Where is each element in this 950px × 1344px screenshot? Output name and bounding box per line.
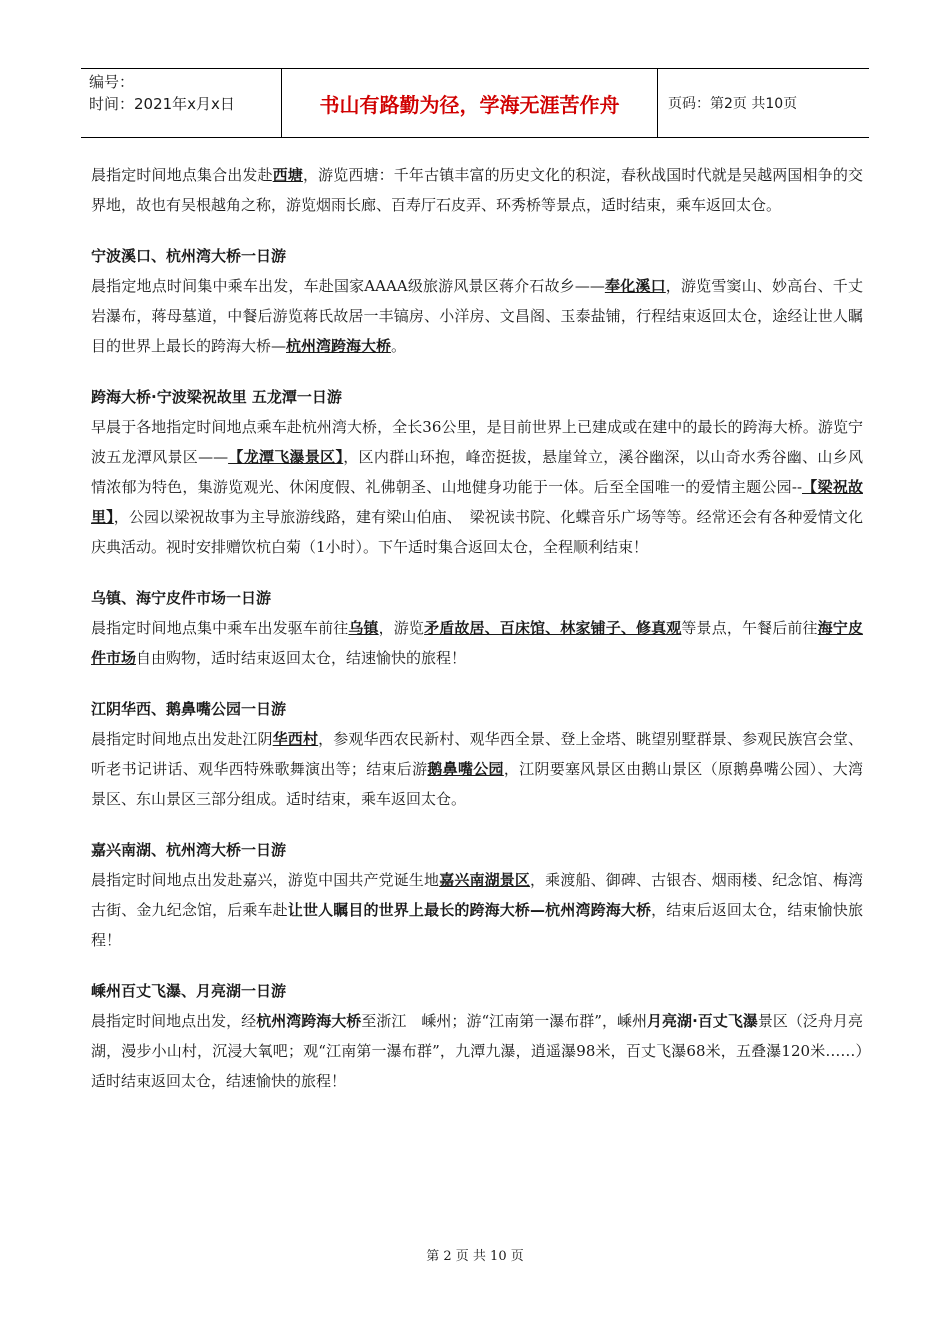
paragraph-text: ，游览 (378, 619, 425, 637)
itinerary-section (91, 976, 863, 1096)
section-paragraph (91, 160, 863, 220)
section-paragraph (91, 271, 863, 361)
paragraph-text: ，江阴要塞风景区由鹅山景区（原鹅鼻嘴公园）、大湾景区、东山景区三部分组成。适时结束，乘车返回太仓。 (91, 760, 863, 808)
itinerary-section (91, 835, 863, 955)
bold-text: 杭州湾跨海大桥 (256, 1012, 362, 1030)
paragraph-text: 晨指定地点时间集中乘车出发，车赴国家AAAA级旅游风景区蒋介石故乡—— (91, 277, 605, 295)
header-table (81, 68, 869, 138)
section-paragraph (91, 865, 863, 955)
paragraph-text: ，公园以梁祝故事为主导旅游线路，建有梁山伯庙、 梁祝读书院、化蝶音乐广场等等。经常还会有各种爱情文化庆典活动。视时安排赠饮杭白菊（1小时）。下午适时集合返回太仓，全程顺利结束！ (91, 508, 863, 556)
paragraph-text: 晨指定时间地点集合出发赴 (91, 166, 273, 184)
paragraph-text: 早晨于各地指定时间地点乘车赴杭州湾大桥，全长36公里，是目前世界上已建成或在建中的最长的跨海大桥。游览宁波五龙潭风景区—— (91, 418, 863, 466)
paragraph-text: ，游览雪窦山、妙高台、千丈岩瀑布，蒋母墓道，中餐后游览蒋氏故居一丰镐房、小洋房、文昌阁、玉泰盐铺，行程结束返回太仓，途经让世人瞩目的世界上最长的跨海大桥— (91, 277, 863, 355)
itinerary-section (91, 694, 863, 814)
paragraph-text: ，游览西塘：千年古镇丰富的历史文化的积淀，春秋战国时代就是吴越两国相争的交界地，故也有吴根越角之称，游览烟雨长廊、百寿厅石皮弄、环秀桥等景点，适时结束，乘车返回太仓。 (91, 166, 863, 214)
section-title: 跨海大桥·宁波梁祝故里 五龙潭一日游 (91, 388, 342, 406)
itinerary-section (91, 583, 863, 673)
page-info: 页码：第2页 共10页 (668, 96, 798, 112)
place-name-link-text: 【龙潭飞瀑景区】 (228, 448, 344, 466)
paragraph-text: ，乘渡船、御碑、古银杏、烟雨楼、纪念馆、梅湾古街、金九纪念馆，后乘车赴 (91, 871, 863, 919)
document-body (91, 160, 863, 1117)
bold-text: 月亮湖·百丈飞瀑 (647, 1012, 758, 1030)
itinerary-section (91, 382, 863, 562)
paragraph-text: 。 (391, 337, 407, 355)
paragraph-text: ，参观华西农民新村、观华西全景、登上金塔、眺望别墅群景、参观民族宫会堂、听老书记讲话、观华西特殊歌舞演出等；结束后游 (91, 730, 863, 778)
section-paragraph (91, 613, 863, 673)
paragraph-text: 等景点，午餐后前往 (681, 619, 818, 637)
place-name-link-text: 乌镇 (348, 619, 379, 637)
motto: 书山有路勤为径，学海无涯苦作舟 (282, 69, 658, 137)
section-title: 江阴华西、鹅鼻嘴公园一日游 (91, 700, 287, 718)
place-name-link-text: 杭州湾跨海大桥 (286, 337, 392, 355)
place-name-link-text: 海宁皮件市场 (91, 619, 863, 667)
code-label: 编号： (89, 73, 135, 91)
section-paragraph (91, 412, 863, 562)
place-name-link-text: 【梁祝故里】 (91, 478, 863, 526)
paragraph-text: 自由购物，适时结束返回太仓，结速愉快的旅程！ (136, 649, 467, 667)
section-paragraph (91, 724, 863, 814)
date-label: 时间：2021年x月x日 (89, 95, 235, 113)
section-title: 嘉兴南湖、杭州湾大桥一日游 (91, 841, 287, 859)
paragraph-text: 至浙江 嵊州；游“江南第一瀑布群”，嵊州 (361, 1012, 648, 1030)
place-name-link-text: 奉化溪口 (604, 277, 666, 295)
paragraph-text: 晨指定时间地点集中乘车出发驱车前往 (91, 619, 349, 637)
paragraph-text: ，区内群山环抱，峰峦挺拔，悬崖耸立，溪谷幽深，以山奇水秀谷幽、山乡风情浓郁为特色，集游览观光、休闲度假、礼佛朝圣、山地健身功能于一体。后至全国唯一的爱情主题公园-- (91, 448, 863, 496)
itinerary-section (91, 160, 863, 220)
place-name-link-text: 华西村 (272, 730, 319, 748)
place-name-link-text: 嘉兴南湖景区 (439, 871, 531, 889)
section-title: 宁波溪口、杭州湾大桥一日游 (91, 247, 287, 265)
place-name-link-text: 矛盾故居、百床馆、林家铺子、修真观 (424, 619, 682, 637)
header-left-cell (81, 69, 282, 137)
bold-text: 让世人瞩目的世界上最长的跨海大桥—杭州湾跨海大桥 (287, 901, 652, 919)
page-footer: 第 2 页 共 10 页 (426, 1249, 524, 1264)
paragraph-text: 晨指定时间地点出发，经 (91, 1012, 257, 1030)
place-name-link-text: 鹅鼻嘴公园 (427, 760, 504, 778)
paragraph-text: ，结束后返回太仓，结束愉快旅程！ (91, 901, 863, 949)
section-title: 乌镇、海宁皮件市场一日游 (91, 589, 272, 607)
itinerary-section (91, 241, 863, 361)
section-title: 嵊州百丈飞瀑、月亮湖一日游 (91, 982, 287, 1000)
paragraph-text: 景区（泛舟月亮湖，漫步小山村，沉浸大氧吧；观“江南第一瀑布群”，九潭九瀑，逍遥瀑98米，百丈飞瀑68米，五叠瀑120米……）适时结束返回太仓，结速愉快的旅程！ (91, 1012, 863, 1090)
paragraph-text: 晨指定时间地点出发赴嘉兴，游览中国共产党诞生地 (91, 871, 440, 889)
paragraph-text: 晨指定时间地点出发赴江阴 (91, 730, 273, 748)
section-paragraph (91, 1006, 863, 1096)
place-name-link-text: 西塘 (272, 166, 303, 184)
